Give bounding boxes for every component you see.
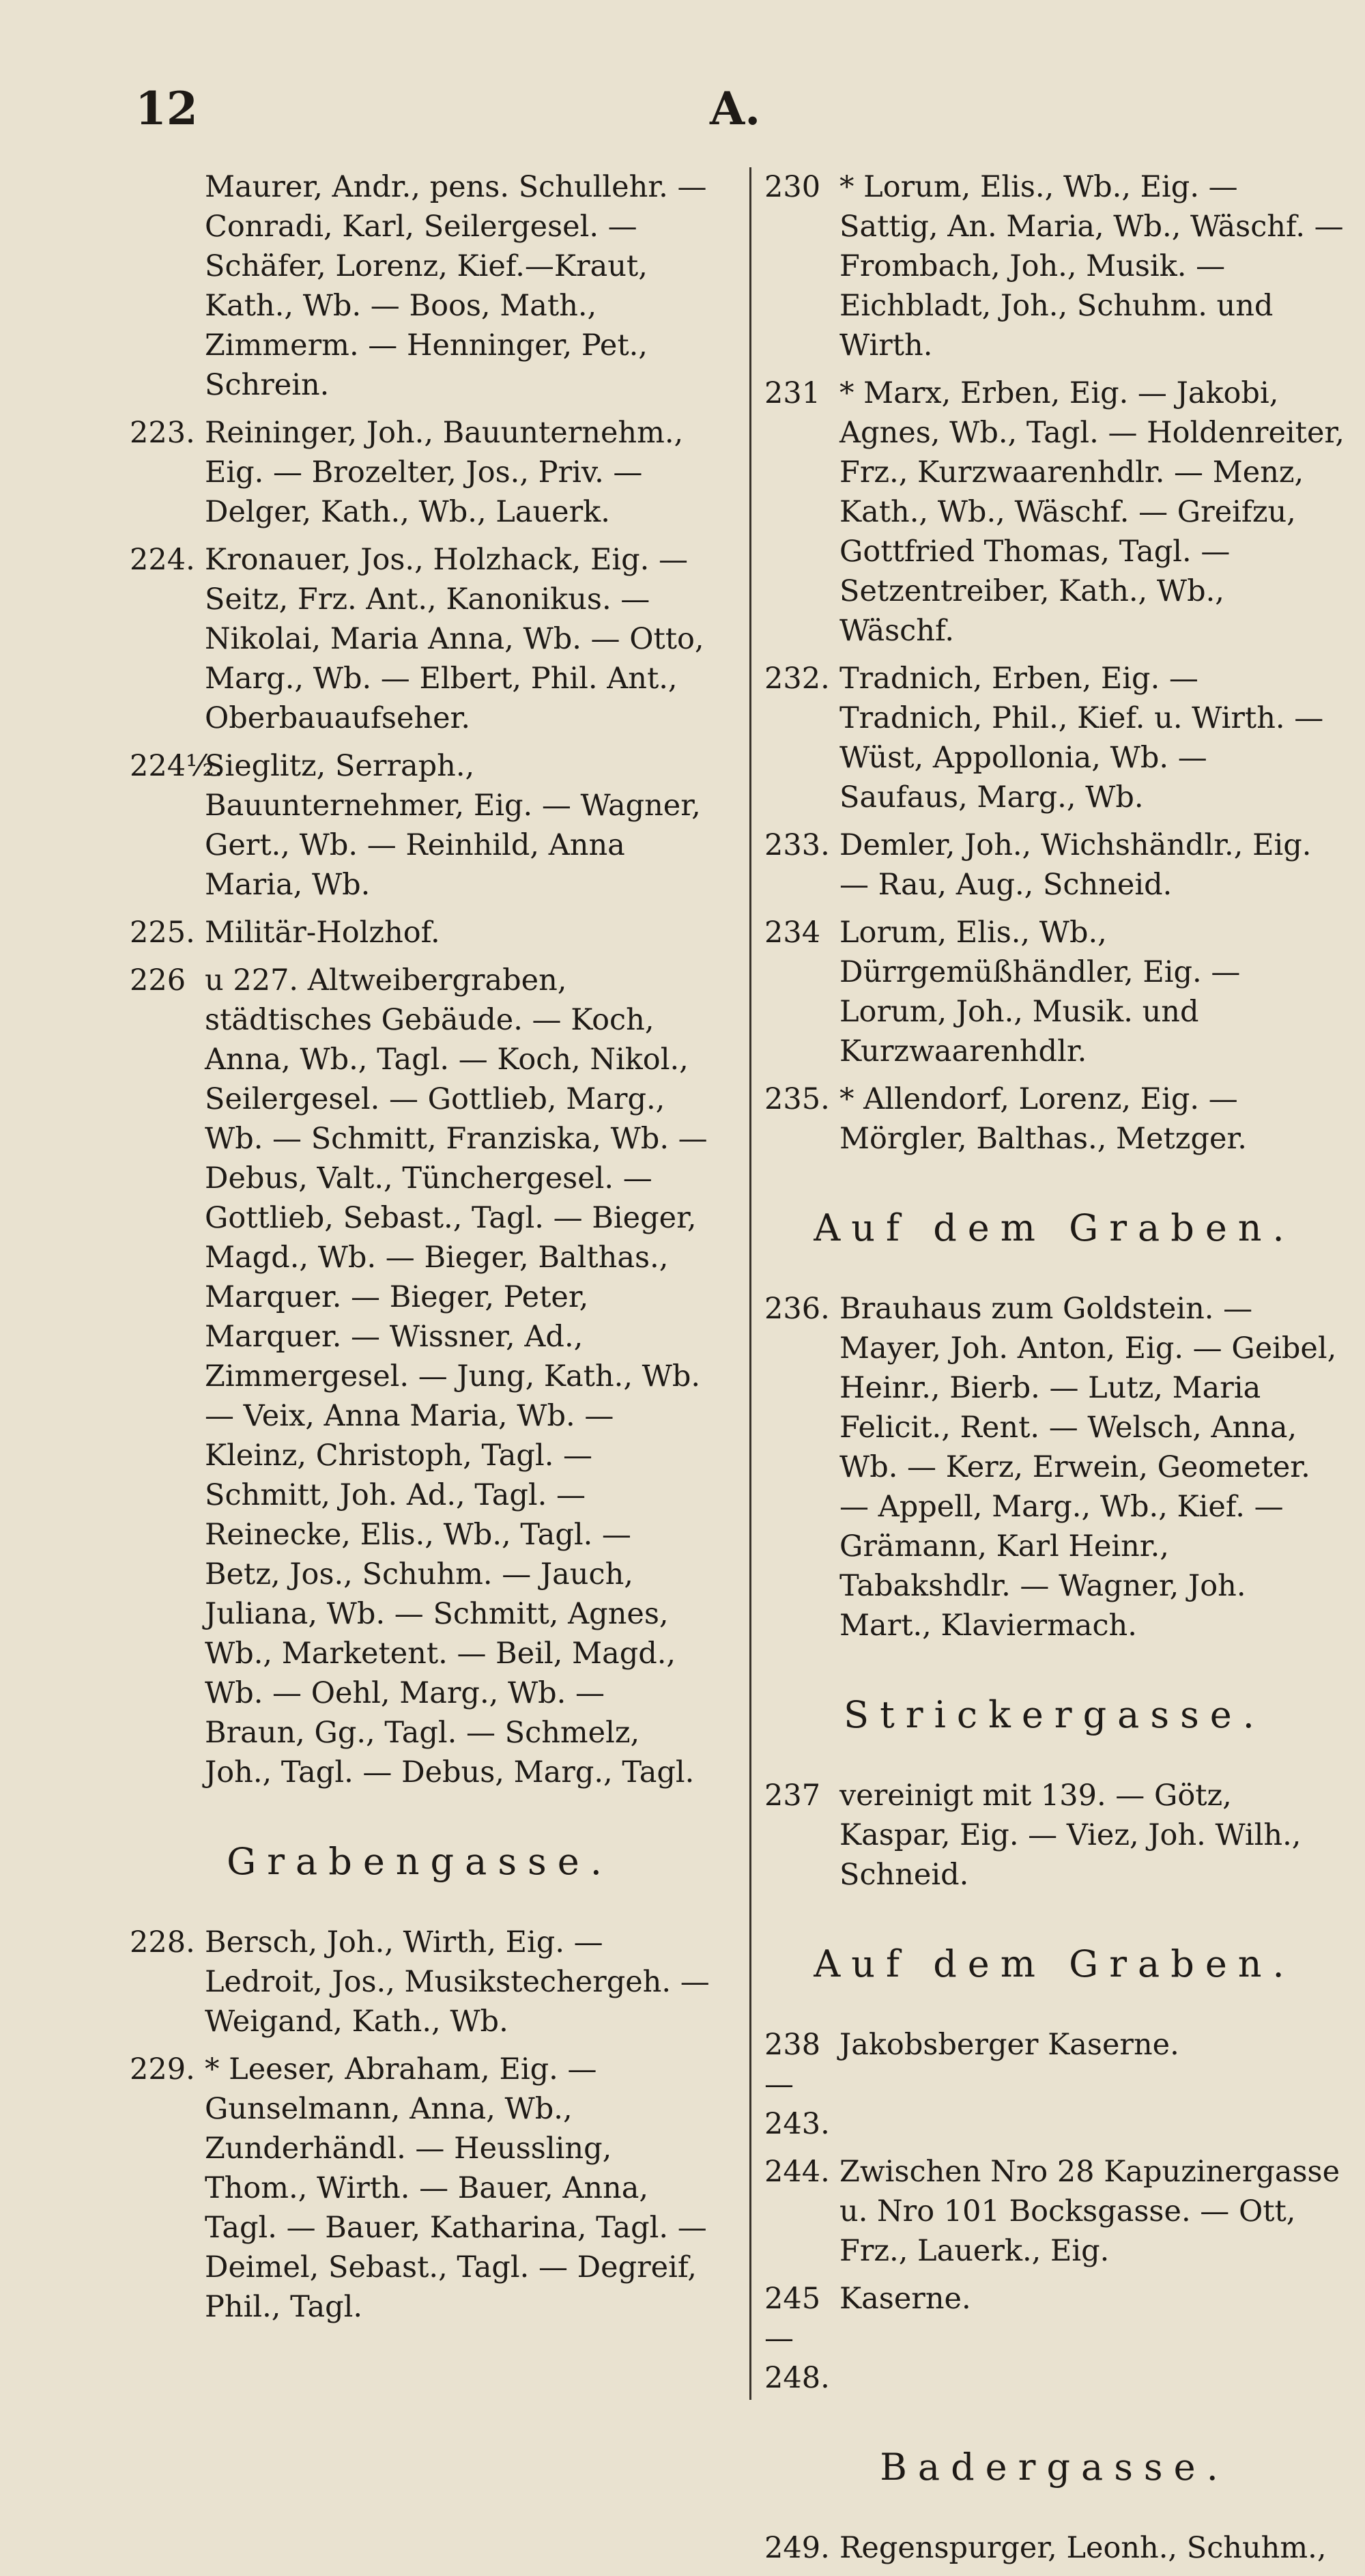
- house-entry: [130, 2050, 710, 2327]
- house-entry: [764, 2528, 1345, 2568]
- house-number: 235.: [764, 1082, 830, 1116]
- residents-text: Brauhaus zum Goldstein. — Mayer, Joh. Anton, Eig. — Geibel, Heinr., Bierb. — Lutz, Maria Felicit., Rent. — Welsch, Anna, Wb. — Kerz, Erwein, Geometer. — Appell, Marg., Wb., Kief. — Grämann, Karl Heinr., Tabakshdlr. — Wagner, Joh. Mart., Klaviermach.: [839, 1292, 1337, 1643]
- house-entry: [764, 2279, 1345, 2398]
- house-entry: [764, 373, 1345, 651]
- residents-text: Kaserne.: [839, 2282, 971, 2316]
- residents-text: * Marx, Erben, Eig. — Jakobi, Agnes, Wb., Tagl. — Holdenreiter, Frz., Kurzwaarenhdlr. — Menz, Kath., Wb., Wäschf. — Greifzu, Gottfried Thomas, Tagl. — Setzentreiber, Kath., Wb., Wäschf.: [839, 376, 1345, 648]
- right-column: [764, 167, 1345, 2576]
- house-number: 230: [764, 170, 821, 204]
- residents-text: u 227. Altweibergraben, städtisches Gebäude. — Koch, Anna, Wb., Tagl. — Koch, Nikol., Seilergesel. — Gottlieb, Marg., Wb. — Schmitt, Franziska, Wb. — Debus, Valt., Tünchergesel. — Gottlieb, Sebast., Tagl. — Bieger, Magd., Wb. — Bieger, Balthas., Marquer. — Bieger, Peter, Marquer. — Wissner, Ad., Zimmergesel. — Jung, Kath., Wb. — Veix, Anna Maria, Wb. — Kleinz, Christoph, Tagl. — Schmitt, Joh. Ad., Tagl. — Reinecke, Elis., Wb., Tagl. — Betz, Jos., Schuhm. — Jauch, Juliana, Wb. — Schmitt, Agnes, Wb., Marketent. — Beil, Magd., Wb. — Oehl, Marg., Wb. — Braun, Gg., Tagl. — Schmelz, Joh., Tagl. — Debus, Marg., Tagl.: [205, 963, 708, 1789]
- house-entry: [764, 2152, 1345, 2271]
- residents-text: Zwischen Nro 28 Kapuzinergasse u. Nro 101 Bocksgasse. — Ott, Frz., Lauerk., Eig.: [839, 2155, 1340, 2268]
- house-number: 237: [764, 1779, 821, 1813]
- page-number: 12: [135, 82, 198, 135]
- residents-text: Reininger, Joh., Bauunternehm., Eig. — Brozelter, Jos., Priv. — Delger, Kath., Wb., Lauerk.: [205, 416, 684, 529]
- house-number: 229.: [130, 2052, 195, 2086]
- house-entry: [130, 167, 710, 405]
- house-number: 236.: [764, 1292, 830, 1326]
- house-number: 224½.: [130, 749, 224, 783]
- house-number: 245—248.: [764, 2282, 830, 2395]
- street-heading: Auf dem Graben.: [814, 1942, 1295, 1985]
- house-number: 249.: [764, 2531, 830, 2565]
- house-number: 234: [764, 916, 821, 950]
- residents-text: * Leeser, Abraham, Eig. — Gunselmann, Anna, Wb., Zunderhändl. — Heussling, Thom., Wirth. — Bauer, Anna, Tagl. — Bauer, Katharina, Tagl. — Deimel, Sebast., Tagl. — Degreif, Phil., Tagl.: [205, 2052, 707, 2324]
- residents-text: Jakobsberger Kaserne.: [839, 2028, 1179, 2062]
- residents-text: Maurer, Andr., pens. Schullehr. — Conradi, Karl, Seilergesel. — Schäfer, Lorenz, Kief.—Kraut, Kath., Wb. — Boos, Math., Zimmerm. — Henninger, Pet., Schrein.: [205, 170, 707, 402]
- house-number: 232.: [764, 662, 830, 696]
- residents-text: vereinigt mit 139. — Götz, Kaspar, Eig. — Viez, Joh. Wilh., Schneid.: [839, 1779, 1302, 1892]
- section-letter: A.: [710, 82, 761, 135]
- street-heading: Grabengasse.: [227, 1840, 613, 1883]
- house-number: 231: [764, 376, 821, 410]
- house-number: 238—243.: [764, 2028, 830, 2141]
- house-entry: [130, 1923, 710, 2041]
- house-entry: [130, 913, 710, 952]
- house-number: 233.: [764, 828, 830, 862]
- house-entry: [130, 746, 710, 905]
- house-entry: [764, 1289, 1345, 1645]
- street-heading: Strickergasse.: [844, 1693, 1265, 1736]
- residents-text: Sieglitz, Serraph., Bauunternehmer, Eig. — Wagner, Gert., Wb. — Reinhild, Anna Maria, Wb.: [205, 749, 701, 902]
- residents-text: Lorum, Elis., Wb., Dürrgemüßhändler, Eig. — Lorum, Joh., Musik. und Kurzwaarenhdlr.: [839, 916, 1241, 1068]
- street-heading: Auf dem Graben.: [814, 1206, 1295, 1249]
- house-entry: [764, 2025, 1345, 2144]
- house-entry: [130, 413, 710, 532]
- house-entry: [764, 167, 1345, 365]
- house-entry: [764, 659, 1345, 817]
- residents-text: Kronauer, Jos., Holzhack, Eig. — Seitz, Frz. Ant., Kanonikus. — Nikolai, Maria Anna, Wb. — Otto, Marg., Wb. — Elbert, Phil. Ant., Oberbauaufseher.: [205, 543, 704, 735]
- residents-text: Tradnich, Erben, Eig. — Tradnich, Phil., Kief. u. Wirth. — Wüst, Appollonia, Wb. — Saufaus, Marg., Wb.: [839, 662, 1324, 815]
- house-entry: [130, 540, 710, 738]
- house-number: 226: [130, 963, 186, 997]
- residents-text: Bersch, Joh., Wirth, Eig. — Ledroit, Jos., Musikstechergeh. — Weigand, Kath., Wb.: [205, 1925, 710, 2039]
- house-entry: [130, 961, 710, 1792]
- residents-text: Militär-Holzhof.: [205, 916, 440, 950]
- column-divider: [749, 167, 751, 2400]
- residents-text: Demler, Joh., Wichshändlr., Eig. — Rau, Aug., Schneid.: [839, 828, 1312, 902]
- left-column: [130, 167, 710, 2335]
- house-entry: [764, 1776, 1345, 1895]
- house-entry: [764, 825, 1345, 905]
- residents-text: * Allendorf, Lorenz, Eig. — Mörgler, Balthas., Metzger.: [839, 1082, 1247, 1156]
- house-number: 225.: [130, 916, 195, 950]
- house-entry: [764, 913, 1345, 1071]
- house-number: 224.: [130, 543, 195, 577]
- house-number: 228.: [130, 1925, 195, 1959]
- house-entry: [764, 1079, 1345, 1159]
- street-heading: Badergasse.: [880, 2446, 1229, 2489]
- residents-text: * Lorum, Elis., Wb., Eig. — Sattig, An. Maria, Wb., Wäschf. — Frombach, Joh., Musik. — Eichbladt, Joh., Schuhm. und Wirth.: [839, 170, 1344, 363]
- house-number: 244.: [764, 2155, 830, 2189]
- house-number: [130, 167, 205, 405]
- house-number: 223.: [130, 416, 195, 450]
- residents-text: Regenspurger, Leonh., Schuhm.,: [839, 2531, 1327, 2565]
